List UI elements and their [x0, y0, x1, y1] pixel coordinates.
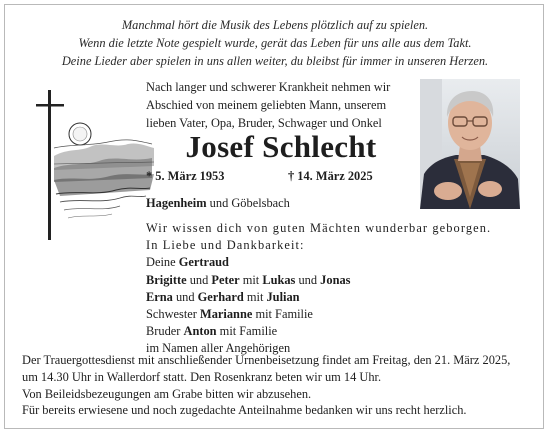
hometown-main: Hagenheim: [146, 196, 207, 210]
text: und: [186, 272, 212, 287]
motto-line: Wenn die letzte Note gespielt wurde, gerät das Leben für uns alle aus dem Takt.: [78, 36, 472, 50]
name-bold: Jonas: [320, 272, 351, 287]
name-bold: Julian: [266, 289, 300, 304]
text: Deine: [146, 255, 179, 270]
family-list: [146, 220, 526, 358]
service-info: [22, 352, 532, 419]
family-line: Wir wissen dich von guten Mächten wunderbar geborgen.: [146, 221, 492, 235]
text: mit: [239, 272, 263, 287]
name-bold: Erna: [146, 289, 173, 304]
name-bold: Gerhard: [197, 289, 244, 304]
family-line: [146, 323, 526, 340]
text: Bruder: [146, 324, 184, 339]
deceased-name: Josef Schlecht: [185, 129, 377, 164]
intro-text: [146, 78, 416, 132]
text: mit: [243, 289, 267, 304]
death-date: † 14. März 2025: [288, 169, 373, 183]
family-line: In Liebe und Dankbarkeit:: [146, 238, 305, 253]
family-line: [146, 289, 526, 306]
footer-line: um 14.30 Uhr in Wallerdorf statt. Den Rosenkranz beten wir um 14 Uhr.: [22, 369, 382, 384]
motto-verse: [0, 16, 550, 70]
hometown-second: Göbelsbach: [231, 196, 290, 210]
family-line: [146, 254, 526, 271]
name-bold: Brigitte: [146, 272, 187, 287]
intro-line: Abschied von meinem geliebten Mann, unserem: [146, 98, 387, 112]
family-line: [146, 272, 526, 289]
family-line: [146, 306, 526, 323]
intro-line: lieben Vater, Opa, Bruder, Schwager und Onkel: [146, 116, 382, 130]
cross-landscape-drawing: [20, 86, 160, 246]
name-bold: Anton: [183, 324, 217, 339]
text: mit Familie: [216, 324, 278, 339]
intro-line: Nach langer und schwerer Krankheit nehmen wir: [146, 80, 391, 94]
family-line: im Namen aller Angehörigen: [146, 341, 291, 356]
footer-line: Von Beileidsbezeugungen am Grabe bitten wir abzusehen.: [22, 386, 312, 401]
motto-line: Deine Lieder aber spielen in uns allen weiter, du bleibst für immer in unseren Herzen.: [61, 54, 489, 68]
footer-line: Für bereits erwiesene und noch zugedachte Anteilnahme bedanken wir uns recht herzlich.: [22, 403, 467, 418]
hometown: [146, 195, 290, 211]
text: und: [172, 289, 198, 304]
name-bold: Marianne: [200, 307, 253, 322]
text: und: [295, 272, 321, 287]
birth-date: * 5. März 1953: [146, 169, 225, 183]
hometown-connector: und: [206, 196, 232, 210]
name-bold: Gertraud: [178, 255, 229, 270]
footer-line: Der Trauergottesdienst mit anschließender Urnenbeisetzung findet am Freitag, den 21. März 2025,: [22, 353, 511, 367]
name-bold: Peter: [211, 272, 240, 287]
text: mit Familie: [252, 307, 313, 322]
text: Schwester: [146, 307, 201, 322]
motto-line: Manchmal hört die Musik des Lebens plötzlich auf zu spielen.: [121, 18, 429, 32]
portrait-photo: [420, 79, 520, 209]
name-bold: Lukas: [262, 272, 296, 287]
